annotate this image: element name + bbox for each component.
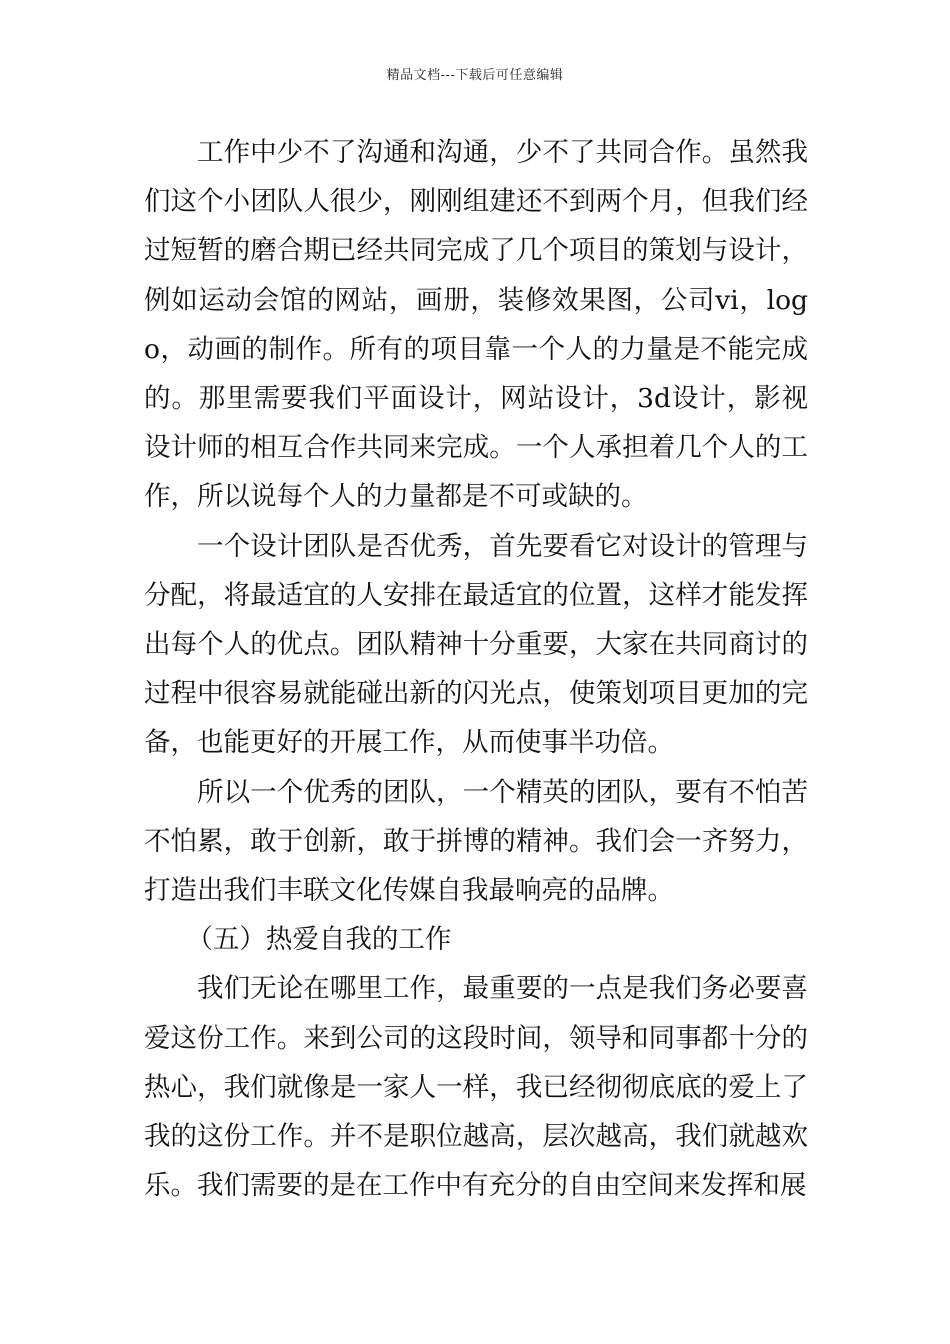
paragraph-team-management: 一个设计团队是否优秀，首先要看它对设计的管理与分配，将最适宜的人安排在最适宜的位置，这样才能发挥出每个人的优点。团队精神十分重要，大家在共同商讨的过程中很容易就能碰出新的闪光点，使策划项目更加的完备，也能更好的开展工作，从而使事半功倍。 [144,530,808,759]
page-header: 精品文档---下载后可任意编辑 [386,68,564,83]
paragraph-teamwork: 工作中少不了沟通和沟通，少不了共同合作。虽然我们这个小团队人很少，刚刚组建还不到两个月，但我们经过短暂的磨合期已经共同完成了几个项目的策划与设计，例如运动会馆的网站，画册，装修效果图，公司vi，logo，动画的制作。所有的项目靠一个人的力量是不能完成的。那里需要我们平面设计，网站设计，3d设计，影视设计师的相互合作共同来完成。一个人承担着几个人的工作，所以说每个人的力量都是不可或缺的。 [144,137,808,513]
paragraph-team-spirit: 所以一个优秀的团队，一个精英的团队，要有不怕苦不怕累，敢于创新，敢于拼博的精神。我们会一齐努力，打造出我们丰联文化传媒自我最响亮的品牌。 [144,776,808,907]
section-heading: （五）热爱自我的工作 [186,924,452,956]
paragraph-love-work: 我们无论在哪里工作，最重要的一点是我们务必要喜爱这份工作。来到公司的这段时间，领导和同事都十分的热心，我们就像是一家人一样，我已经彻彻底底的爱上了我的这份工作。并不是职位越高，层次越高，我们就越欢乐。我们需要的是在工作中有充分的自由空间来发挥和展 [144,973,808,1202]
document-body [144,128,808,1210]
